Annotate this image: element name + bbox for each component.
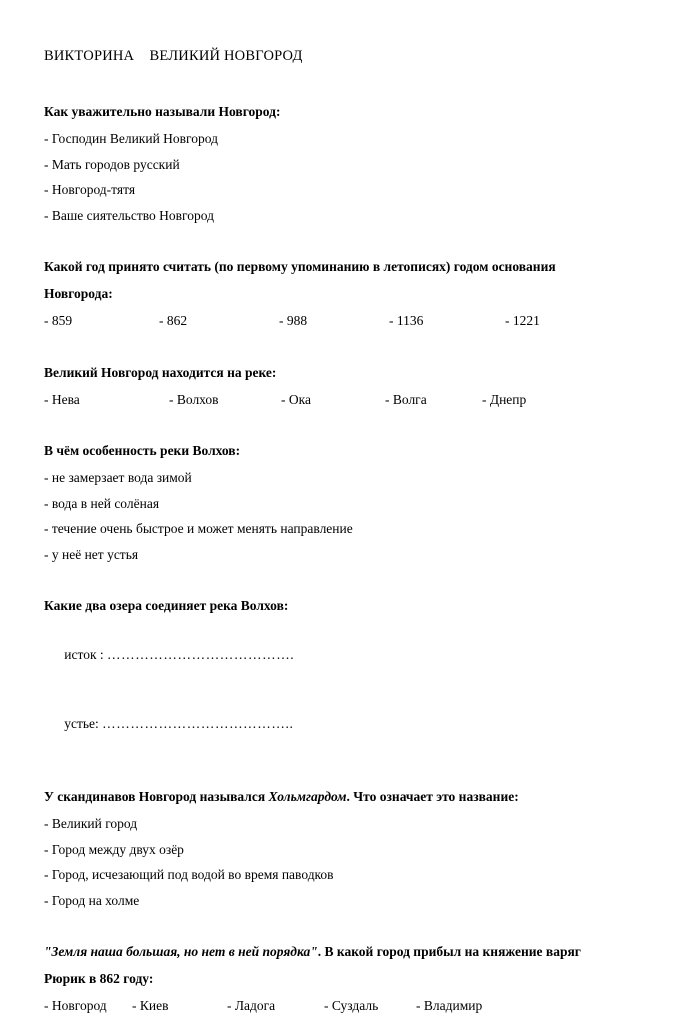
question-1-option-4[interactable]: - Ваше сиятельство Новгород [44,207,214,223]
question-6-text [44,784,656,809]
question-7-text-after: . В какой город прибыл на княжение варяг [317,944,581,959]
question-4-option-3[interactable]: - течение очень быстрое и может менять направление [44,521,353,536]
question-2-text-line-1: Какой год принято считать (по первому упоминанию в летописях) годом основания [44,259,556,274]
question-7-option-2[interactable]: - Киев [132,998,169,1013]
question-3-option-1[interactable]: - Нева [44,391,80,407]
question-3-option-4[interactable]: - Волга [385,391,427,407]
question-2-option-3[interactable]: - 988 [279,313,308,328]
question-6-option-3[interactable]: - Город, исчезающий под водой во время паводков [44,867,334,882]
question-4-option-1[interactable]: - не замерзает вода зимой [44,470,192,485]
question-7-option-1[interactable]: - Новгород [44,998,107,1013]
question-2-option-1[interactable]: - 859 [44,313,73,328]
question-block-2 [44,254,656,334]
question-7-option-3[interactable]: - Ладога [227,998,276,1013]
question-block-7 [44,939,656,1019]
question-5-field-ustye-label: устье: [64,716,103,731]
question-7-quote: "Земля наша большая, но нет в ней порядка" [44,944,318,959]
question-block-1 [44,99,656,228]
question-5-field-ustye-dots: ………………………………….. [102,716,294,731]
question-7-options-row [44,993,656,1019]
question-6-option-1[interactable]: - Великий город [44,816,138,831]
question-2-options-row [44,308,656,334]
question-2-text-line-2: Новгорода: [44,286,113,301]
question-7-text-line-2: Рюрик в 862 году: [44,971,154,986]
question-5-field-istok-dots: …………………………………. [107,647,295,662]
question-block-6 [44,784,656,913]
question-4-option-2[interactable]: - вода в ней солёная [44,495,160,511]
question-4-text: В чём особенность реки Волхов: [44,443,241,458]
question-5-field-istok[interactable] [44,620,656,689]
question-2-option-2[interactable]: - 862 [159,313,188,328]
question-5-field-istok-label: исток : [64,647,107,662]
question-2-option-5[interactable]: - 1221 [505,313,540,328]
question-1-option-2[interactable]: - Мать городов русский [44,156,180,172]
question-block-4 [44,438,656,567]
page-title: ВИКТОРИНА ВЕЛИКИЙ НОВГОРОД [44,48,303,64]
question-1-text: Как уважительно называли Новгород: [44,104,281,119]
question-7-text-line-1 [44,939,656,964]
question-3-option-5[interactable]: - Днепр [482,391,527,407]
question-3-options-row [44,387,656,413]
question-6-text-before: У скандинавов Новгород назывался [44,789,269,804]
question-5-text: Какие два озера соединяет река Волхов: [44,598,289,613]
question-3-option-3[interactable]: - Ока [281,391,311,407]
question-6-text-after: . Что означает это название: [346,789,519,804]
question-7-option-4[interactable]: - Суздаль [324,998,379,1013]
question-6-term-holmgard: Хольмгардом [268,789,347,804]
question-4-option-4[interactable]: - у неё нет устья [44,546,139,562]
question-7-option-5[interactable]: - Владимир [416,998,483,1013]
question-6-option-2[interactable]: - Город между двух озёр [44,841,184,857]
question-3-option-2[interactable]: - Волхов [169,391,219,407]
question-3-text: Великий Новгород находится на реке: [44,364,277,380]
question-1-option-3[interactable]: - Новгород-тятя [44,182,136,197]
question-6-option-4[interactable]: - Город на холме [44,892,140,908]
question-5-field-ustye[interactable] [44,689,656,758]
question-block-3 [44,360,656,413]
question-1-option-1[interactable]: - Господин Великий Новгород [44,131,218,146]
question-2-option-4[interactable]: - 1136 [389,313,424,328]
question-block-5 [44,593,656,758]
